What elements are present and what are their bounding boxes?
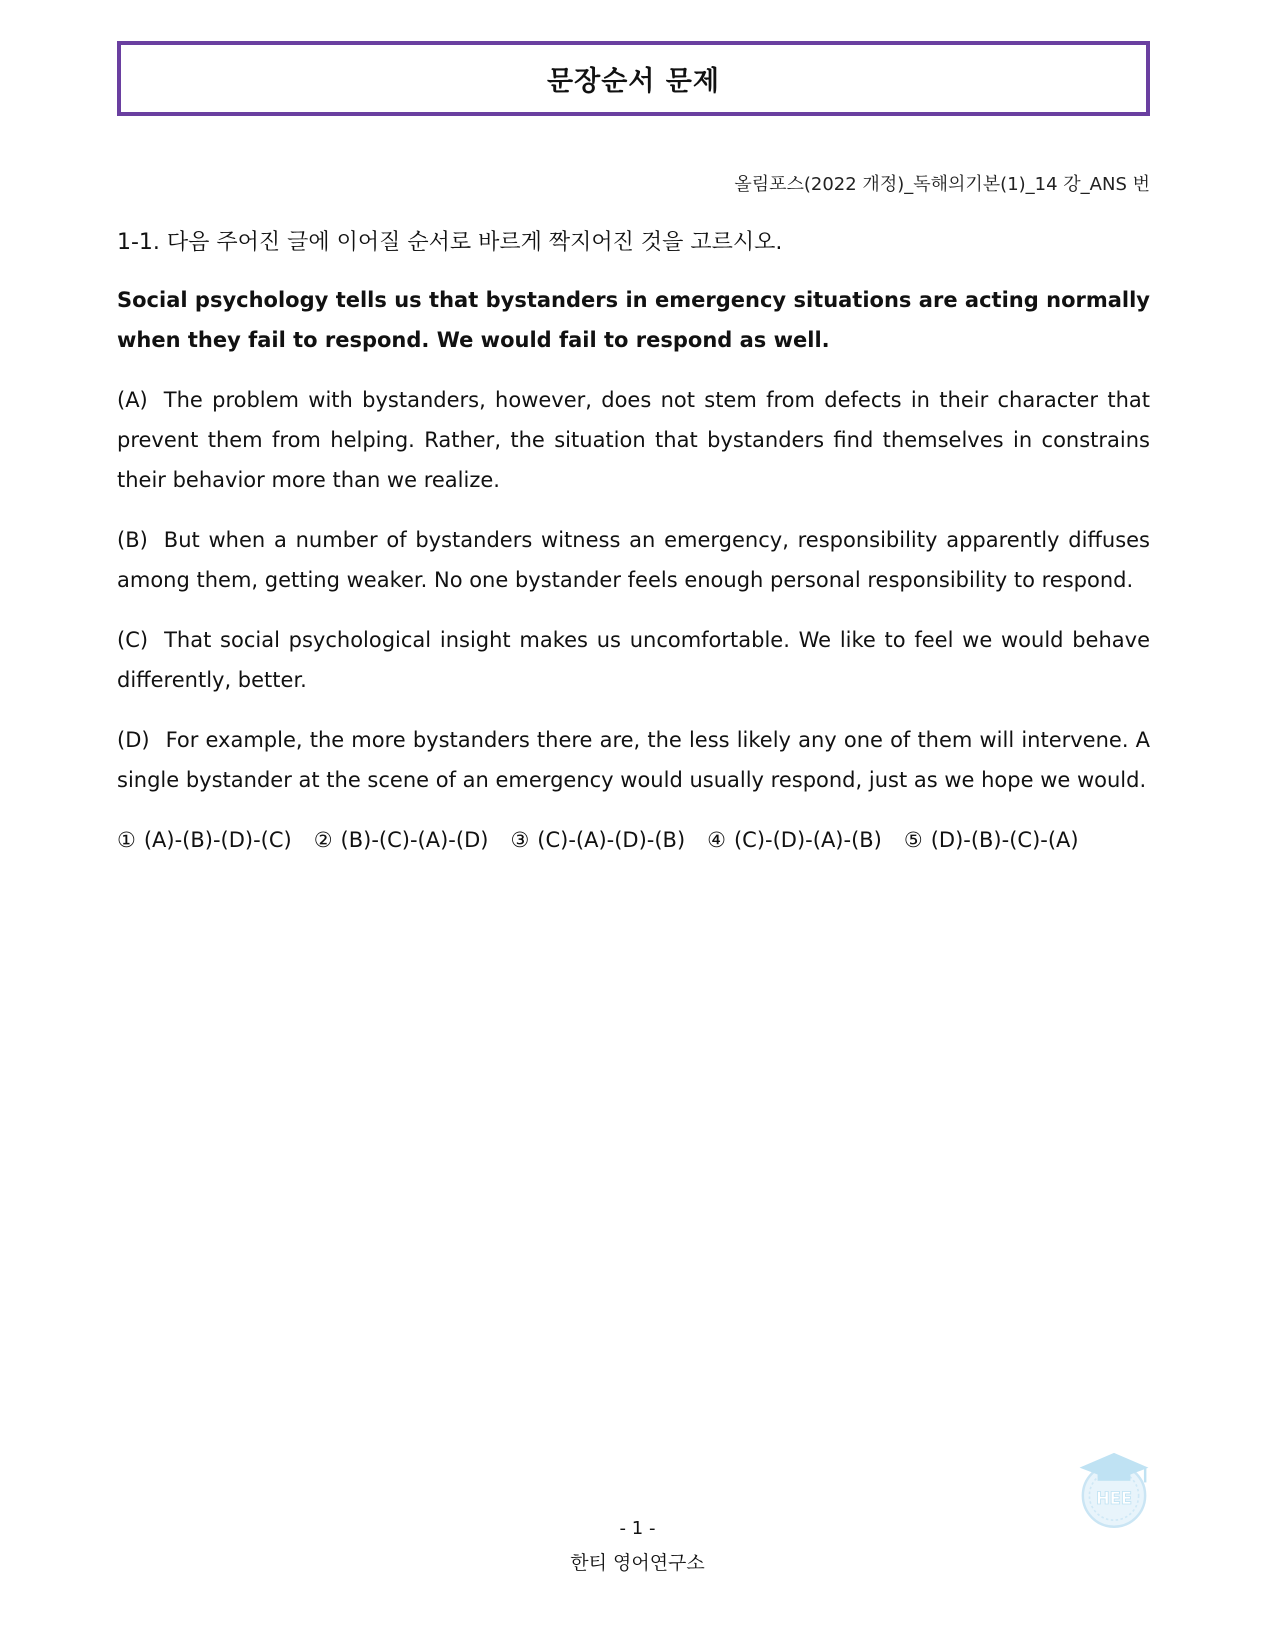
- choice-text: (C)-(A)-(D)-(B): [537, 828, 686, 852]
- graduation-cap-seal-icon: [1073, 1448, 1155, 1530]
- page-number: - 1 -: [619, 1518, 656, 1539]
- paragraph-text: But when a number of bystanders witness an emergency, responsibility apparently diffuses among them, getting weaker. No one bystander feels enough personal responsibility to respond.: [117, 528, 1150, 592]
- question-prompt: 1-1. 다음 주어진 글에 이어질 순서로 바르게 짝지어진 것을 고르시오.: [117, 230, 783, 255]
- choice-number: ③: [510, 828, 530, 852]
- choice-text: (A)-(B)-(D)-(C): [143, 828, 292, 852]
- choice-5[interactable]: [904, 820, 1079, 860]
- paragraph-text: For example, the more bystanders there are, the less likely any one of them will intervene. A single bystander at the scene of an emergency would usually respond, just as we hope we would.: [117, 728, 1150, 792]
- choice-2[interactable]: [314, 820, 489, 860]
- paragraph-label: (D): [117, 728, 150, 752]
- paragraph-c: [117, 620, 1150, 700]
- passage: [117, 280, 1150, 860]
- paragraph-d: [117, 720, 1150, 800]
- choice-1[interactable]: [117, 820, 292, 860]
- paragraph-text: The problem with bystanders, however, does not stem from defects in their character that prevent them from helping. Rather, the situation that bystanders find themselves in constrains their behavior more than we realize.: [117, 388, 1150, 492]
- source-line: 올림포스(2022 개정)_독해의기본(1)_14 강_ANS 번: [734, 174, 1150, 195]
- paragraph-b: [117, 520, 1150, 600]
- paragraph-text: That social psychological insight makes us uncomfortable. We like to feel we would behave differently, better.: [117, 628, 1150, 692]
- choice-number: ⑤: [903, 828, 923, 852]
- choice-4[interactable]: [707, 820, 882, 860]
- intro-passage: Social psychology tells us that bystanders in emergency situations are acting normally when they fail to respond. We would fail to respond as well.: [117, 288, 1150, 352]
- choice-text: (B)-(C)-(A)-(D): [340, 828, 489, 852]
- choice-number: ①: [117, 828, 136, 852]
- page-title: 문장순서 문제: [547, 66, 720, 97]
- paragraph-a: [117, 380, 1150, 500]
- choice-text: (D)-(B)-(C)-(A): [930, 828, 1079, 852]
- choice-text: (C)-(D)-(A)-(B): [733, 828, 882, 852]
- logo-text: HEE: [1095, 1488, 1133, 1508]
- paragraph-label: (B): [117, 528, 148, 552]
- paragraph-label: (A): [117, 388, 148, 412]
- answer-choices: [117, 820, 1150, 860]
- paragraph-label: (C): [117, 628, 149, 652]
- choice-number: ④: [707, 828, 726, 852]
- footer-organization: 한티 영어연구소: [570, 1552, 705, 1574]
- choice-3[interactable]: [510, 820, 685, 860]
- choice-number: ②: [313, 828, 333, 852]
- title-box: [117, 41, 1150, 116]
